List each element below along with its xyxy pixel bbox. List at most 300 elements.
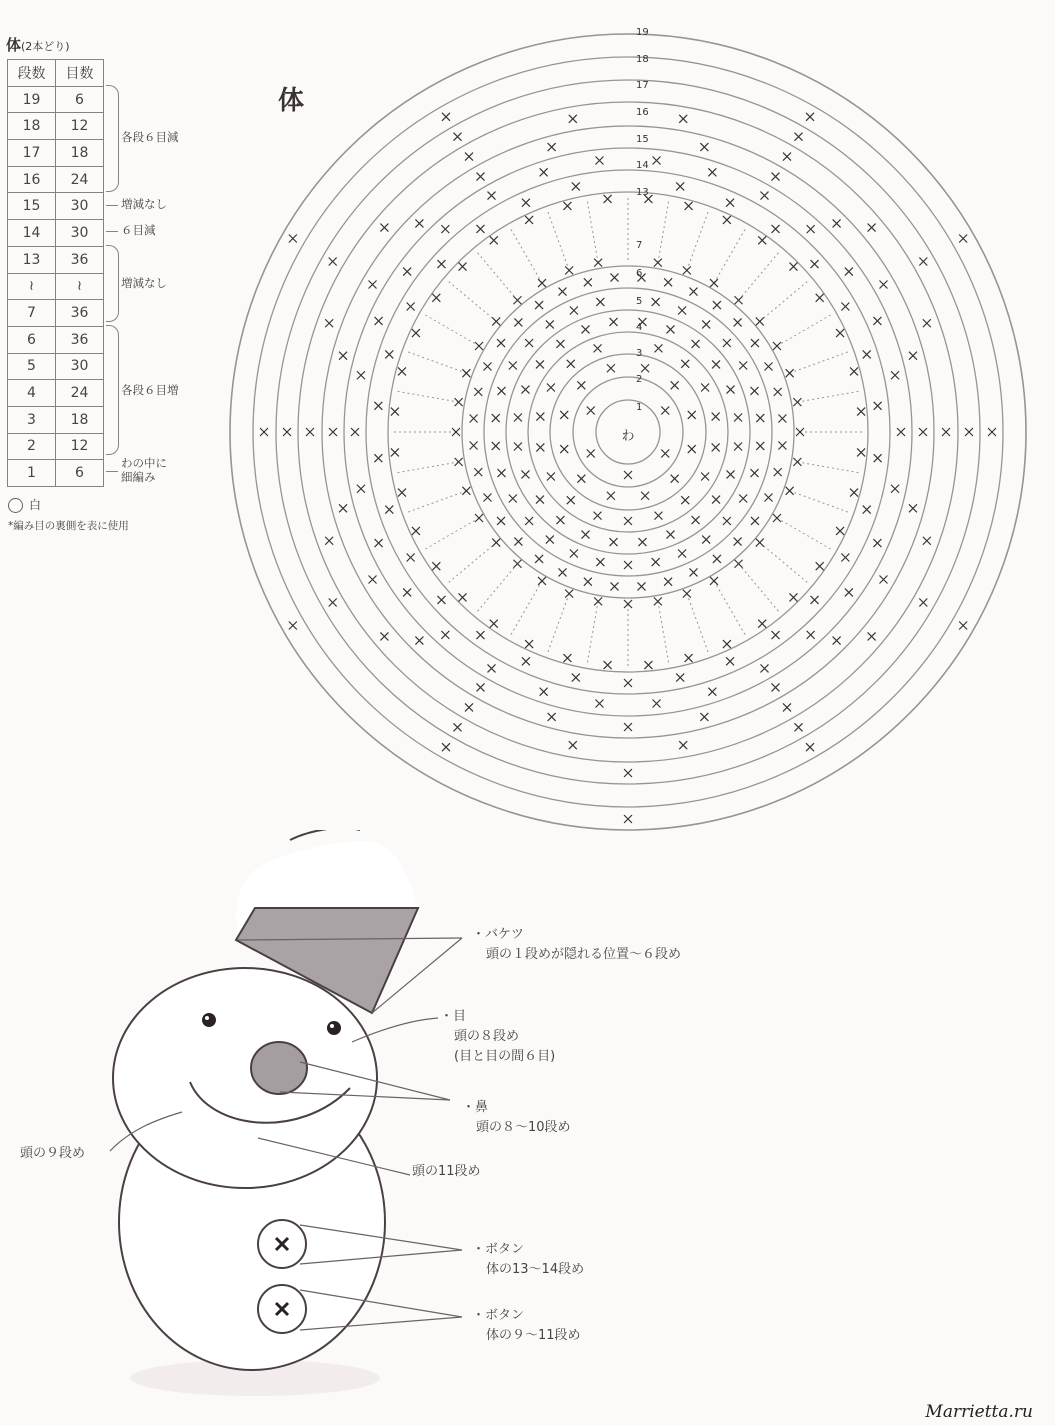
single-crochet-mark <box>772 173 780 181</box>
single-crochet-mark <box>492 442 500 450</box>
single-crochet-mark <box>474 468 482 476</box>
dotted-spoke <box>739 253 779 300</box>
single-crochet-mark <box>484 362 492 370</box>
single-crochet-mark <box>685 202 693 210</box>
right-eye-shine <box>330 1024 334 1028</box>
single-crochet-mark <box>726 657 734 665</box>
single-crochet-mark <box>678 550 686 558</box>
single-crochet-mark <box>624 769 632 777</box>
single-crochet-mark <box>398 489 406 497</box>
single-crochet-mark <box>739 495 747 503</box>
round-number-label: 14 <box>636 160 649 171</box>
single-crochet-mark <box>596 558 604 566</box>
left-eye-shine <box>205 1016 209 1020</box>
single-crochet-mark <box>874 454 882 462</box>
single-crochet-mark <box>325 319 333 327</box>
single-crochet-mark <box>783 153 791 161</box>
single-crochet-mark <box>756 317 764 325</box>
single-crochet-mark <box>919 428 927 436</box>
single-crochet-mark <box>681 360 689 368</box>
dotted-spoke <box>714 581 745 635</box>
single-crochet-mark <box>806 113 814 121</box>
single-crochet-mark <box>595 700 603 708</box>
single-crochet-mark <box>735 296 743 304</box>
dotted-spoke <box>658 202 669 263</box>
dotted-spoke <box>425 518 479 549</box>
single-crochet-mark <box>624 600 632 608</box>
single-crochet-mark <box>329 428 337 436</box>
single-crochet-mark <box>570 550 578 558</box>
single-crochet-mark <box>988 428 996 436</box>
single-crochet-mark <box>734 538 742 546</box>
single-crochet-mark <box>863 506 871 514</box>
header-rounds: 段数 <box>8 60 56 87</box>
single-crochet-mark <box>712 413 720 421</box>
single-crochet-mark <box>607 364 615 372</box>
single-crochet-mark <box>959 235 967 243</box>
single-crochet-mark <box>407 554 415 562</box>
single-crochet-mark <box>391 408 399 416</box>
single-crochet-mark <box>772 631 780 639</box>
cell-round: 1 <box>8 460 56 487</box>
single-crochet-mark <box>879 281 887 289</box>
single-crochet-mark <box>432 294 440 302</box>
single-crochet-mark <box>841 303 849 311</box>
single-crochet-mark <box>509 362 517 370</box>
single-crochet-mark <box>624 561 632 569</box>
cell-stitches: 36 <box>56 326 104 353</box>
single-crochet-mark <box>836 329 844 337</box>
callout-button2-desc: 体の９～11段め <box>486 1328 581 1343</box>
single-crochet-mark <box>833 219 841 227</box>
callout-neck: 頭の11段め <box>412 1164 481 1179</box>
cell-stitches: 12 <box>56 433 104 460</box>
single-crochet-mark <box>558 568 566 576</box>
single-crochet-mark <box>811 260 819 268</box>
callout-mouth: 頭の９段め <box>20 1146 86 1161</box>
single-crochet-mark <box>398 367 406 375</box>
callout-button1-desc: 体の13～14段め <box>486 1262 585 1277</box>
single-crochet-mark <box>567 360 575 368</box>
single-crochet-mark <box>565 266 573 274</box>
note-dec-6: ６目減 <box>121 223 156 237</box>
cell-stitches: ≀ <box>56 273 104 300</box>
dotted-spoke <box>548 594 569 652</box>
single-crochet-mark <box>664 578 672 586</box>
single-crochet-mark <box>465 153 473 161</box>
single-crochet-mark <box>492 414 500 422</box>
single-crochet-mark <box>850 489 858 497</box>
callout-nose-title: ・鼻 <box>462 1100 489 1115</box>
snowman-head <box>113 968 377 1188</box>
single-crochet-mark <box>565 590 573 598</box>
cell-round: 17 <box>8 140 56 167</box>
single-crochet-mark <box>690 568 698 576</box>
single-crochet-mark <box>774 388 782 396</box>
single-crochet-mark <box>437 260 445 268</box>
callout-button2 <box>472 1306 581 1346</box>
callout-button1-title: ・ボタン <box>472 1242 525 1257</box>
single-crochet-mark <box>535 301 543 309</box>
single-crochet-mark <box>739 362 747 370</box>
single-crochet-mark <box>750 387 758 395</box>
single-crochet-mark <box>624 517 632 525</box>
single-crochet-mark <box>683 266 691 274</box>
single-crochet-mark <box>661 450 669 458</box>
nose <box>251 1042 307 1094</box>
single-crochet-mark <box>751 339 759 347</box>
single-crochet-mark <box>569 115 577 123</box>
single-crochet-mark <box>863 350 871 358</box>
single-crochet-mark <box>596 298 604 306</box>
single-crochet-mark <box>764 494 772 502</box>
cell-round: 14 <box>8 220 56 247</box>
single-crochet-mark <box>774 468 782 476</box>
single-crochet-mark <box>879 576 887 584</box>
single-crochet-mark <box>806 743 814 751</box>
single-crochet-mark <box>666 531 674 539</box>
single-crochet-mark <box>536 496 544 504</box>
single-crochet-mark <box>679 115 687 123</box>
single-crochet-mark <box>509 495 517 503</box>
single-crochet-mark <box>513 296 521 304</box>
single-crochet-mark <box>683 590 691 598</box>
single-crochet-mark <box>919 258 927 266</box>
single-crochet-mark <box>403 268 411 276</box>
single-crochet-mark <box>690 288 698 296</box>
single-crochet-mark <box>679 741 687 749</box>
single-crochet-mark <box>514 538 522 546</box>
single-crochet-mark <box>891 371 899 379</box>
callout-nose <box>462 1098 571 1138</box>
single-crochet-mark <box>569 741 577 749</box>
single-crochet-mark <box>556 340 564 348</box>
single-crochet-mark <box>476 225 484 233</box>
note-no-change-2: 増減なし <box>121 276 167 290</box>
dotted-spoke <box>478 253 518 300</box>
single-crochet-mark <box>375 539 383 547</box>
single-crochet-mark <box>570 306 578 314</box>
single-crochet-mark <box>909 352 917 360</box>
single-crochet-mark <box>610 318 618 326</box>
single-crochet-mark <box>756 539 764 547</box>
single-crochet-mark <box>283 428 291 436</box>
single-crochet-mark <box>671 475 679 483</box>
single-crochet-mark <box>488 192 496 200</box>
cell-round: 5 <box>8 353 56 380</box>
single-crochet-mark <box>761 192 769 200</box>
single-crochet-mark <box>455 458 463 466</box>
callout-bucket-title: ・バケツ <box>472 927 524 942</box>
single-crochet-mark <box>558 288 566 296</box>
single-crochet-mark <box>572 674 580 682</box>
single-crochet-mark <box>357 485 365 493</box>
single-crochet-mark <box>734 414 742 422</box>
round-number-label: 6 <box>636 268 643 279</box>
round-number-label: 1 <box>636 402 643 413</box>
footnote: *編み目の裏側を表に使用 <box>8 520 129 532</box>
single-crochet-mark <box>624 679 632 687</box>
single-crochet-mark <box>712 496 720 504</box>
cell-round: 18 <box>8 113 56 140</box>
single-crochet-mark <box>594 512 602 520</box>
single-crochet-mark <box>492 539 500 547</box>
callout-eye-title: ・目 <box>440 1009 467 1024</box>
single-crochet-mark <box>727 386 735 394</box>
table-title-text: 体 <box>6 36 22 54</box>
note-ring-2: 細編み <box>121 470 156 484</box>
single-crochet-mark <box>786 369 794 377</box>
single-crochet-mark <box>773 514 781 522</box>
cell-round: 13 <box>8 246 56 273</box>
dotted-spoke <box>548 212 569 270</box>
single-crochet-mark <box>701 384 709 392</box>
single-crochet-mark <box>521 470 529 478</box>
single-crochet-mark <box>498 469 506 477</box>
single-crochet-mark <box>490 620 498 628</box>
cell-round: 6 <box>8 326 56 353</box>
single-crochet-mark <box>488 664 496 672</box>
cell-round: 15 <box>8 193 56 220</box>
single-crochet-mark <box>727 470 735 478</box>
single-crochet-mark <box>789 593 797 601</box>
single-crochet-mark <box>685 654 693 662</box>
single-crochet-mark <box>289 235 297 243</box>
round-number-label: 13 <box>636 187 649 198</box>
note-dec-each: 各段６目減 <box>121 130 179 144</box>
single-crochet-mark <box>604 195 612 203</box>
single-crochet-mark <box>452 428 460 436</box>
single-crochet-mark <box>793 458 801 466</box>
single-crochet-mark <box>653 156 661 164</box>
watermark-logo: Marrietta.ru <box>925 1402 1033 1422</box>
dotted-spoke <box>760 543 807 583</box>
cell-round: 7 <box>8 300 56 327</box>
cell-stitches: 30 <box>56 193 104 220</box>
single-crochet-mark <box>692 516 700 524</box>
single-crochet-mark <box>666 325 674 333</box>
single-crochet-mark <box>654 512 662 520</box>
dotted-spoke <box>777 315 831 346</box>
cell-round: 4 <box>8 380 56 407</box>
single-crochet-mark <box>702 536 710 544</box>
single-crochet-mark <box>415 637 423 645</box>
single-crochet-mark <box>536 443 544 451</box>
single-crochet-mark <box>339 352 347 360</box>
single-crochet-mark <box>369 576 377 584</box>
round-number-label: 7 <box>636 240 643 251</box>
dotted-spoke <box>408 491 466 512</box>
single-crochet-mark <box>816 562 824 570</box>
single-crochet-mark <box>556 516 564 524</box>
single-crochet-mark <box>567 496 575 504</box>
single-crochet-mark <box>374 402 382 410</box>
round-number-label: 16 <box>636 107 649 118</box>
single-crochet-mark <box>756 414 764 422</box>
single-crochet-mark <box>540 688 548 696</box>
single-crochet-mark <box>514 414 522 422</box>
single-crochet-mark <box>624 815 632 823</box>
single-crochet-mark <box>477 683 485 691</box>
cell-stitches: 18 <box>56 406 104 433</box>
single-crochet-mark <box>874 402 882 410</box>
single-crochet-mark <box>607 492 615 500</box>
callout-button2-title: ・ボタン <box>472 1308 525 1323</box>
cell-round: 3 <box>8 406 56 433</box>
single-crochet-mark <box>484 494 492 502</box>
single-crochet-mark <box>498 387 506 395</box>
single-crochet-mark <box>329 599 337 607</box>
callout-nose-desc: 頭の８～10段め <box>476 1120 571 1135</box>
single-crochet-mark <box>594 344 602 352</box>
single-crochet-mark <box>638 538 646 546</box>
single-crochet-mark <box>339 504 347 512</box>
single-crochet-mark <box>795 133 803 141</box>
single-crochet-mark <box>538 279 546 287</box>
single-crochet-mark <box>652 558 660 566</box>
single-crochet-mark <box>761 664 769 672</box>
single-crochet-mark <box>465 703 473 711</box>
dotted-spoke <box>511 229 542 283</box>
dotted-spoke <box>398 462 459 473</box>
cell-stitches: 36 <box>56 300 104 327</box>
dotted-spoke <box>478 564 518 611</box>
single-crochet-mark <box>375 317 383 325</box>
header-stitches: 目数 <box>56 60 104 87</box>
single-crochet-mark <box>577 475 585 483</box>
dotted-spoke <box>687 594 708 652</box>
callout-eye <box>440 1007 555 1067</box>
single-crochet-mark <box>710 279 718 287</box>
single-crochet-mark <box>475 342 483 350</box>
single-crochet-mark <box>540 168 548 176</box>
single-crochet-mark <box>441 225 449 233</box>
single-crochet-mark <box>708 168 716 176</box>
single-crochet-mark <box>789 263 797 271</box>
dotted-spoke <box>398 391 459 402</box>
note-ring-1: わの中に <box>121 456 167 470</box>
dotted-spoke <box>797 391 858 402</box>
single-crochet-mark <box>476 631 484 639</box>
cell-round: ≀ <box>8 273 56 300</box>
dotted-spoke <box>511 581 542 635</box>
callout-button1 <box>472 1240 584 1280</box>
note-no-change-1: 増減なし <box>121 197 167 211</box>
single-crochet-mark <box>525 339 533 347</box>
single-crochet-mark <box>676 182 684 190</box>
single-crochet-mark <box>260 428 268 436</box>
single-crochet-mark <box>772 225 780 233</box>
single-crochet-mark <box>857 448 865 456</box>
single-crochet-mark <box>514 318 522 326</box>
single-crochet-mark <box>909 504 917 512</box>
single-crochet-mark <box>857 408 865 416</box>
round-number-label: 2 <box>636 374 643 385</box>
single-crochet-mark <box>873 317 881 325</box>
single-crochet-mark <box>610 274 618 282</box>
single-crochet-mark <box>582 531 590 539</box>
single-crochet-mark <box>548 713 556 721</box>
round-number-label: 4 <box>636 322 643 333</box>
dotted-spoke <box>425 315 479 346</box>
single-crochet-mark <box>470 414 478 422</box>
single-crochet-mark <box>795 723 803 731</box>
single-crochet-mark <box>816 294 824 302</box>
single-crochet-mark <box>671 381 679 389</box>
single-crochet-mark <box>582 325 590 333</box>
single-crochet-mark <box>845 268 853 276</box>
cell-stitches: 6 <box>56 460 104 487</box>
single-crochet-mark <box>289 622 297 630</box>
callout-eye-desc2: (目と目の間６目) <box>454 1049 556 1064</box>
single-crochet-mark <box>638 582 646 590</box>
single-crochet-mark <box>773 342 781 350</box>
single-crochet-mark <box>713 301 721 309</box>
dotted-spoke <box>777 518 831 549</box>
single-crochet-mark <box>535 555 543 563</box>
cell-stitches: 36 <box>56 246 104 273</box>
single-crochet-mark <box>536 360 544 368</box>
single-crochet-mark <box>525 216 533 224</box>
single-crochet-mark <box>652 298 660 306</box>
single-crochet-mark <box>723 339 731 347</box>
single-crochet-mark <box>681 496 689 504</box>
single-crochet-mark <box>833 637 841 645</box>
single-crochet-mark <box>474 388 482 396</box>
single-crochet-mark <box>594 259 602 267</box>
callout-bucket <box>472 925 681 965</box>
single-crochet-mark <box>595 156 603 164</box>
dotted-spoke <box>739 564 779 611</box>
cell-round: 19 <box>8 86 56 113</box>
color-white-label: 白 <box>29 498 42 512</box>
cell-stitches: 24 <box>56 166 104 193</box>
single-crochet-mark <box>610 582 618 590</box>
single-crochet-mark <box>868 632 876 640</box>
single-crochet-mark <box>723 216 731 224</box>
single-crochet-mark <box>470 442 478 450</box>
single-crochet-mark <box>661 407 669 415</box>
single-crochet-mark <box>664 278 672 286</box>
single-crochet-mark <box>357 371 365 379</box>
single-crochet-mark <box>462 487 470 495</box>
round-labels <box>636 27 649 413</box>
cell-stitches: 30 <box>56 220 104 247</box>
single-crochet-mark <box>442 743 450 751</box>
single-crochet-mark <box>868 224 876 232</box>
dotted-spoke <box>449 282 496 322</box>
single-crochet-mark <box>919 599 927 607</box>
single-crochet-mark <box>923 537 931 545</box>
round-number-label: 3 <box>636 348 643 359</box>
single-crochet-mark <box>513 560 521 568</box>
single-crochet-mark <box>654 597 662 605</box>
single-crochet-mark <box>676 674 684 682</box>
single-crochet-mark <box>577 381 585 389</box>
cell-round: 16 <box>8 166 56 193</box>
single-crochet-mark <box>454 133 462 141</box>
single-crochet-mark <box>459 263 467 271</box>
single-crochet-mark <box>891 485 899 493</box>
single-crochet-mark <box>653 700 661 708</box>
single-crochet-mark <box>758 236 766 244</box>
single-crochet-mark <box>525 517 533 525</box>
single-crochet-mark <box>306 428 314 436</box>
single-crochet-mark <box>547 384 555 392</box>
single-crochet-mark <box>772 683 780 691</box>
single-crochet-mark <box>548 143 556 151</box>
dotted-spoke <box>449 543 496 583</box>
